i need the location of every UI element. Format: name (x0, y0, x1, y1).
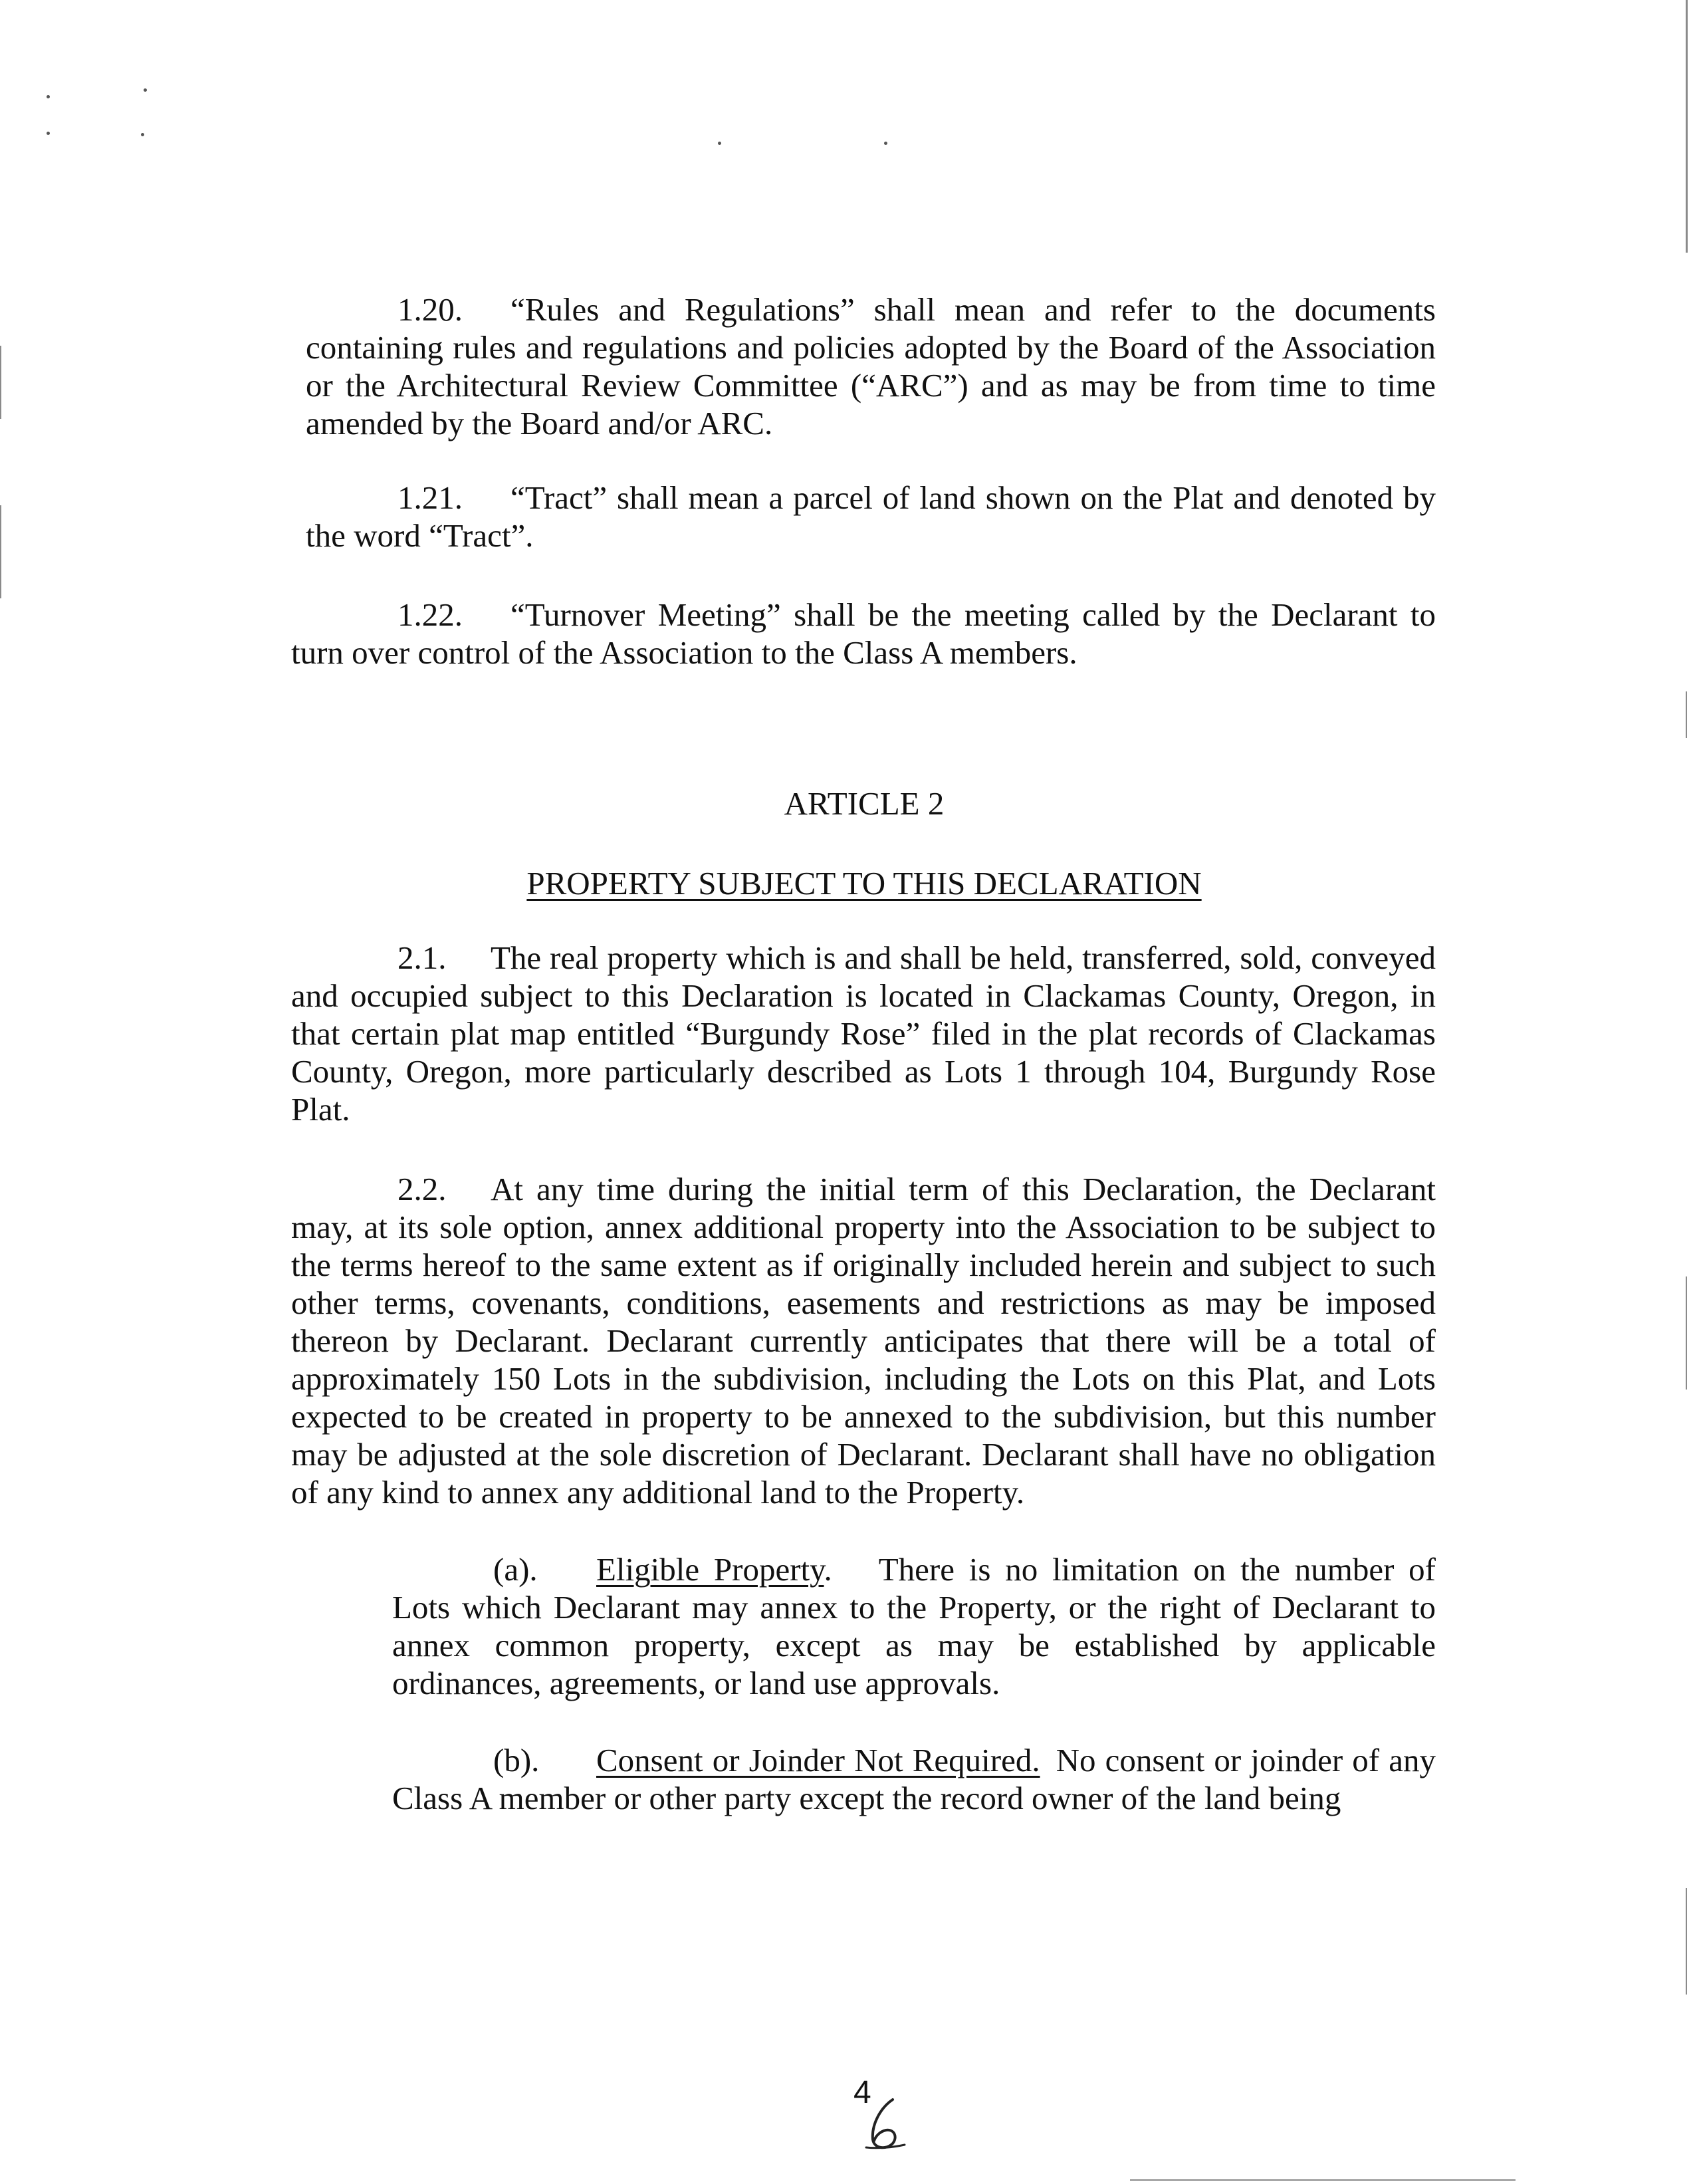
section-text: The real property which is and shall be held, transferred, sold, conveyed and occupied subject to this Declaration is located in Clackamas County, Oregon, in that certain plat map entitled “Burgundy Rose” filed in the plat records of Clackamas County, Oregon, more particularly described as Lots 1 through 104, Burgundy Rose Plat. (291, 939, 1436, 1128)
section-1-22 (291, 596, 1436, 671)
article-subheading-text: PROPERTY SUBJECT TO THIS DECLARATION (526, 865, 1202, 902)
article-subheading (465, 864, 1263, 902)
subsection-text: No consent or joinder of any Class A member or other party except the record owner of the land being (392, 1742, 1436, 1816)
section-1-21 (306, 479, 1436, 554)
section-1-20 (306, 291, 1436, 442)
section-text: “Rules and Regulations” shall mean and refer to the documents containing rules and regulations and policies adopted by the Board of the Association or the Architectural Review Committee (“ARC”) and as may be from time to time amended by the Board and/or ARC. (306, 291, 1436, 441)
subsection-text: There is no limitation on the number of Lots which Declarant may annex to the Property, or the right of Declarant to annex common property, except as may be established by applicable ordinances, agreements, or land use approvals. (392, 1551, 1436, 1701)
handwritten-page-mark (861, 2094, 914, 2154)
subsection-number: (a). (493, 1551, 538, 1588)
section-2-2-a (392, 1550, 1436, 1702)
section-2-2 (291, 1170, 1436, 1511)
scan-speck (718, 142, 721, 145)
scan-edge-line (1130, 2179, 1516, 2181)
section-number: 2.1. (397, 939, 447, 976)
scan-speck (47, 95, 50, 98)
scan-edge-line (1686, 0, 1688, 253)
scan-speck (144, 88, 147, 92)
scan-edge-line (1686, 1888, 1687, 1995)
section-number: 1.22. (397, 596, 463, 633)
scan-edge-line (1686, 1276, 1687, 1390)
subsection-title: Eligible Property (596, 1551, 824, 1588)
scan-edge-line (1686, 691, 1687, 738)
section-text: “Tract” shall mean a parcel of land shown on the Plat and denoted by the word “Tract”. (306, 479, 1436, 554)
section-number: 1.21. (397, 479, 463, 516)
section-2-2-b (392, 1741, 1436, 1817)
scan-speck (884, 142, 887, 145)
scan-speck (141, 133, 144, 136)
scan-edge-line (0, 505, 1, 598)
page-number: 4 (853, 2075, 871, 2110)
article-heading: ARTICLE 2 (784, 785, 945, 822)
section-number: 2.2. (397, 1171, 447, 1207)
section-text: “Turnover Meeting” shall be the meeting called by the Declarant to turn over control of the Association to the Class A members. (291, 596, 1436, 671)
scan-edge-line (0, 346, 1, 419)
section-2-1 (291, 939, 1436, 1128)
subsection-title: Consent or Joinder Not Required. (596, 1742, 1040, 1778)
scan-speck (47, 132, 50, 135)
section-number: 1.20. (397, 291, 463, 328)
section-text: At any time during the initial term of this Declaration, the Declarant may, at its sole option, annex additional property into the Association to be subject to the terms hereof to the same extent as if originally included herein and subject to such other terms, covenants, conditions, easements and restrictions as may be imposed thereon by Declarant. Declarant currently anticipates that there will be a total of approximately 150 Lots in the subdivision, including the Lots on this Plat, and Lots expected to be created in property to be annexed to the subdivision, but this number may be adjusted at the sole discretion of Declarant. Declarant shall have no obligation of any kind to annex any additional land to the Property. (291, 1171, 1436, 1511)
subsection-number: (b). (493, 1742, 540, 1778)
subsection-title-punct: . (824, 1551, 832, 1588)
